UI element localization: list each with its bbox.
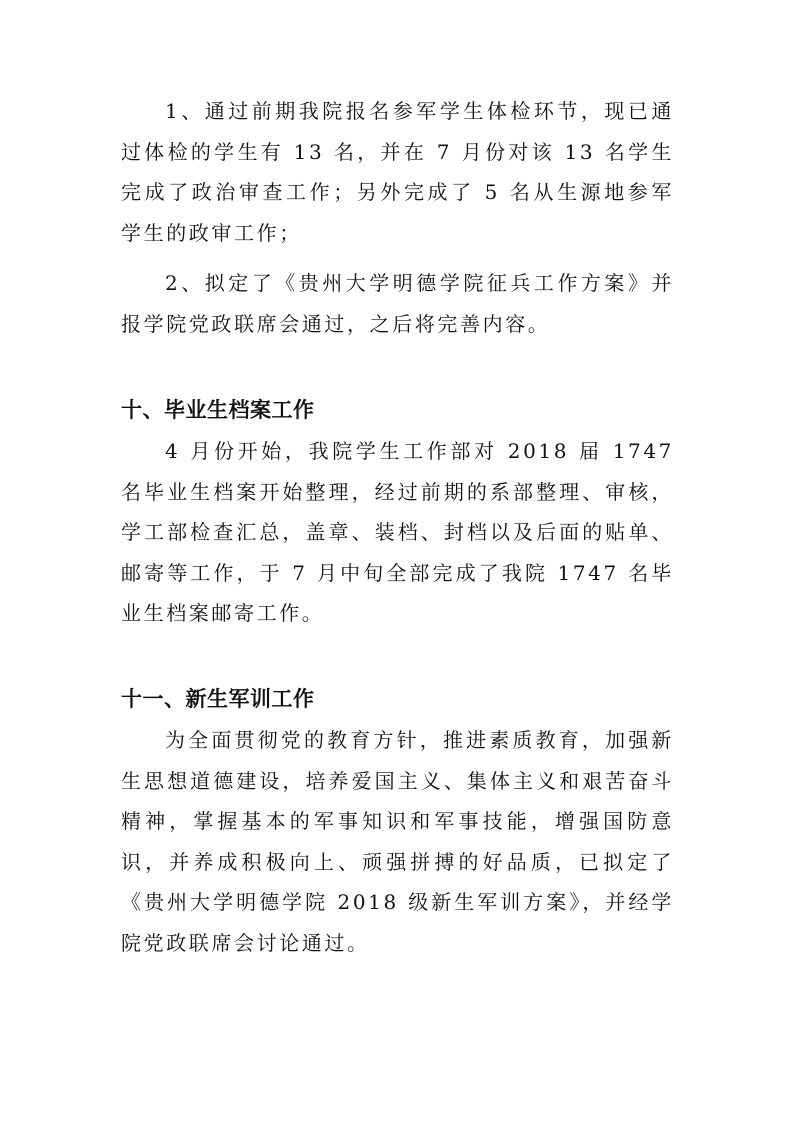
paragraph-recruit-plan: 2、拟定了《贵州大学明德学院征兵工作方案》并报学院党政联席会通过，之后将完善内容。 xyxy=(121,271,674,336)
heading-graduate-archives: 十、毕业生档案工作 xyxy=(121,398,315,422)
heading-freshman-military-training: 十一、新生军训工作 xyxy=(121,687,315,711)
paragraph-graduate-archives: 4 月份开始，我院学生工作部对 2018 届 1747 名毕业生档案开始整理，经过前期的系部整理、审核，学工部检查汇总，盖章、装档、封档以及后面的贴单、邮寄等工作，于 7 月中旬全部完成了我院 1747 名毕业生档案邮寄工作。 xyxy=(121,439,674,626)
paragraph-recruit-physical-exam: 1、通过前期我院报名参军学生体检环节，现已通过体检的学生有 13 名，并在 7 月份对该 13 名学生完成了政治审查工作；另外完成了 5 名从生源地参军学生的政审工作； xyxy=(121,99,674,245)
paragraph-freshman-military-training: 为全面贯彻党的教育方针，推进素质教育，加强新生思想道德建设，培养爱国主义、集体主义和艰苦奋斗精神，掌握基本的军事知识和军事技能，增强国防意识，并养成积极向上、顽强拼搏的好品质，已拟定了《贵州大学明德学院 2018 级新生军训方案》，并经学院党政联席会讨论通过。 xyxy=(121,728,674,955)
